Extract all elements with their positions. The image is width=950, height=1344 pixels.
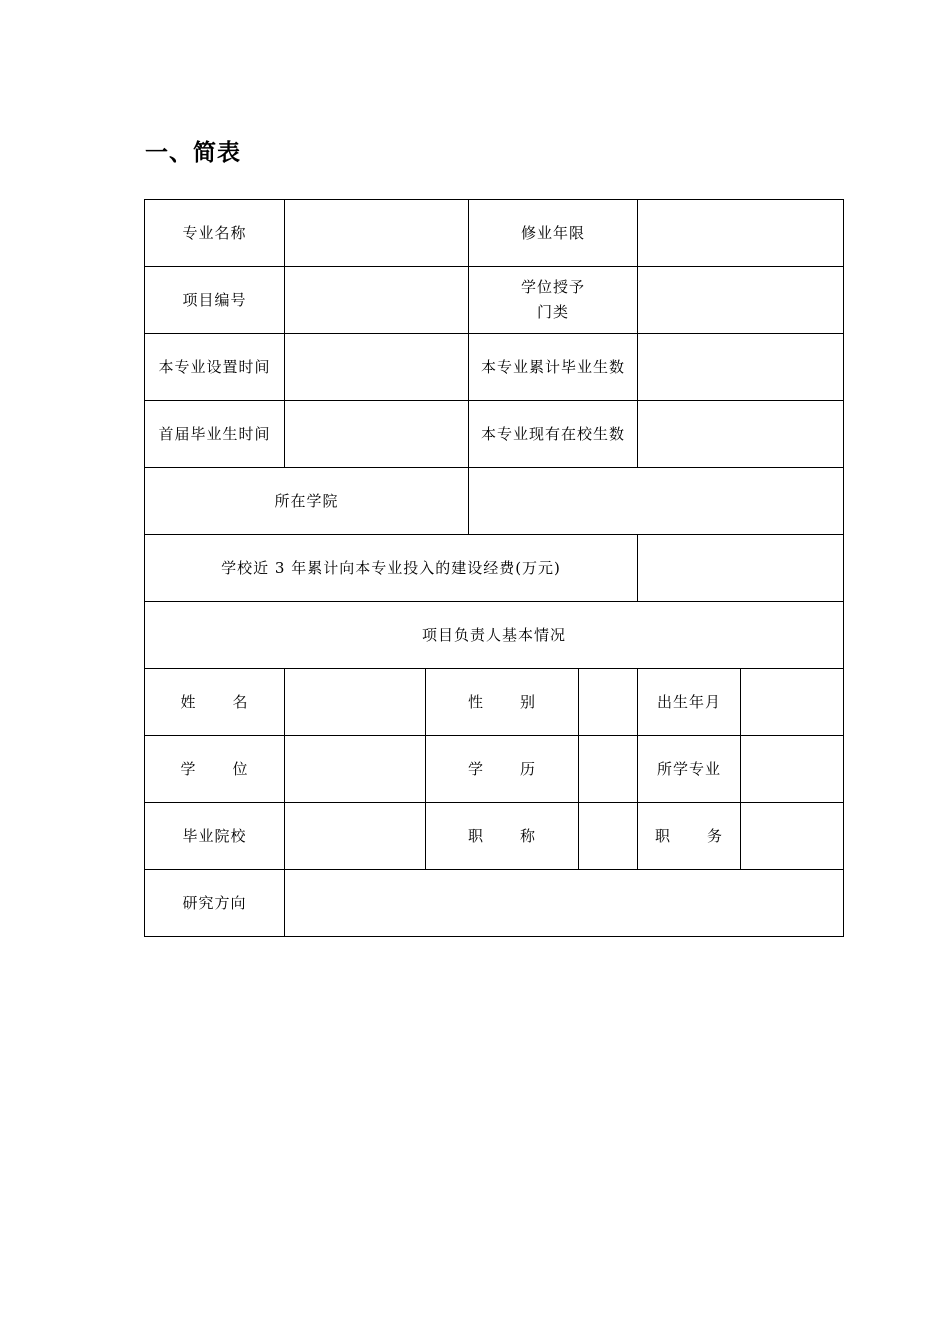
total-graduates-field[interactable] — [638, 334, 844, 401]
research-field[interactable] — [285, 870, 844, 937]
major-studied-label: 所学专业 — [638, 736, 741, 803]
current-students-label: 本专业现有在校生数 — [469, 401, 638, 468]
position-field[interactable] — [741, 803, 844, 870]
degree-category-field[interactable] — [638, 267, 844, 334]
education-field[interactable] — [579, 736, 638, 803]
major-studied-field[interactable] — [741, 736, 844, 803]
name-field[interactable] — [285, 669, 426, 736]
project-no-label: 项目编号 — [145, 267, 285, 334]
education-label: 学 历 — [426, 736, 579, 803]
setup-time-field[interactable] — [285, 334, 469, 401]
total-graduates-label: 本专业累计毕业生数 — [469, 334, 638, 401]
degree-field[interactable] — [285, 736, 426, 803]
funding-field[interactable] — [638, 535, 844, 602]
funding-label: 学校近 3 年累计向本专业投入的建设经费(万元) — [145, 535, 638, 602]
table-row — [145, 803, 844, 870]
college-label: 所在学院 — [145, 468, 469, 535]
title-label: 职 称 — [426, 803, 579, 870]
title-field[interactable] — [579, 803, 638, 870]
study-years-label: 修业年限 — [469, 200, 638, 267]
school-label: 毕业院校 — [145, 803, 285, 870]
table-row — [145, 669, 844, 736]
summary-table — [144, 199, 844, 937]
table-row — [145, 468, 844, 535]
table-row — [145, 267, 844, 334]
setup-time-label: 本专业设置时间 — [145, 334, 285, 401]
birth-field[interactable] — [741, 669, 844, 736]
degree-category-line2: 门类 — [537, 303, 570, 321]
project-no-field[interactable] — [285, 267, 469, 334]
major-name-field[interactable] — [285, 200, 469, 267]
study-years-field[interactable] — [638, 200, 844, 267]
page-title: 一、简表 — [145, 140, 241, 166]
first-grad-time-label: 首届毕业生时间 — [145, 401, 285, 468]
first-grad-time-field[interactable] — [285, 401, 469, 468]
college-field[interactable] — [469, 468, 844, 535]
research-label: 研究方向 — [145, 870, 285, 937]
current-students-field[interactable] — [638, 401, 844, 468]
name-label: 姓 名 — [145, 669, 285, 736]
degree-category-label — [469, 267, 638, 334]
leader-section-heading: 项目负责人基本情况 — [145, 602, 844, 669]
table-row — [145, 334, 844, 401]
table-row — [145, 602, 844, 669]
table-row — [145, 870, 844, 937]
gender-label: 性 别 — [426, 669, 579, 736]
table-row — [145, 200, 844, 267]
table-row — [145, 401, 844, 468]
table-row — [145, 535, 844, 602]
degree-label: 学 位 — [145, 736, 285, 803]
birth-label: 出生年月 — [638, 669, 741, 736]
major-name-label: 专业名称 — [145, 200, 285, 267]
gender-field[interactable] — [579, 669, 638, 736]
school-field[interactable] — [285, 803, 426, 870]
degree-category-line1: 学位授予 — [521, 278, 586, 296]
position-label: 职 务 — [638, 803, 741, 870]
table-row — [145, 736, 844, 803]
